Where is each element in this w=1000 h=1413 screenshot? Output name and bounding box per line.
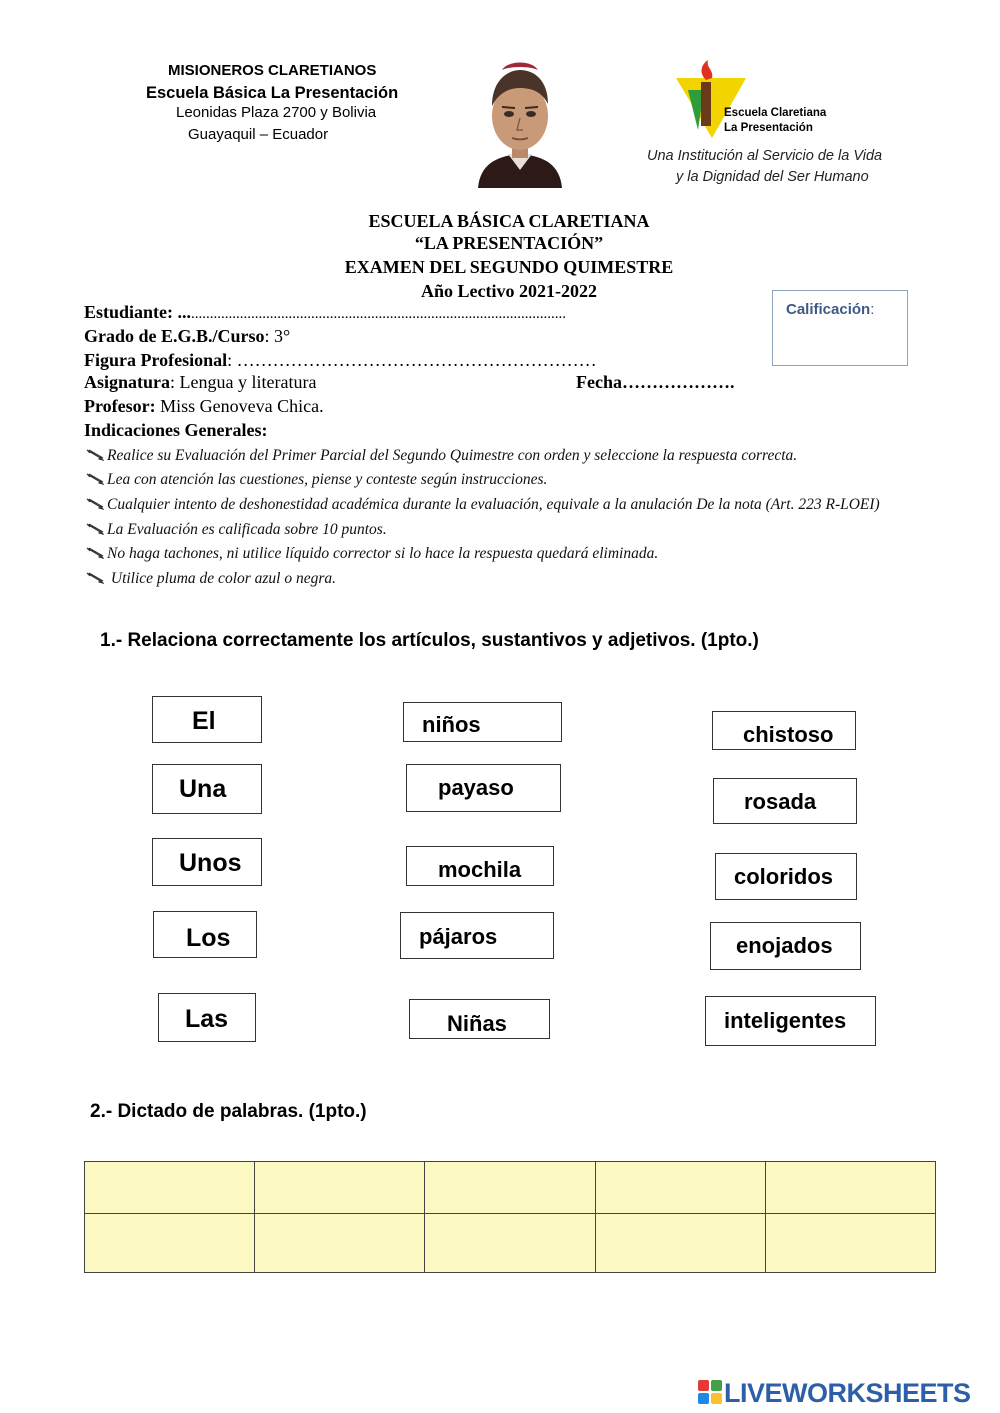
instruction-text: Utilice pluma de color azul o negra. xyxy=(107,570,337,587)
article-box[interactable] xyxy=(158,993,256,1042)
pencil-icon xyxy=(86,449,104,461)
pencil-icon xyxy=(86,523,104,535)
instruction-item xyxy=(86,570,336,588)
student-label: Estudiante: ... xyxy=(84,302,192,322)
instruction-text: Cualquier intento de deshonestidad académica durante la evaluación, equivale a la anulación De la nota (Art. 223 R-LOEI) xyxy=(107,496,880,513)
grade-line xyxy=(84,326,290,347)
noun-word: Niñas xyxy=(447,1011,507,1036)
profile-line xyxy=(84,350,597,371)
motto-line2: y la Dignidad del Ser Humano xyxy=(676,169,869,185)
subject-value: : Lengua y literatura xyxy=(170,372,317,392)
adjective-box[interactable] xyxy=(715,853,857,900)
title-presentation: “LA PRESENTACIÓN” xyxy=(414,233,604,253)
dictation-cell[interactable] xyxy=(255,1162,425,1214)
noun-box[interactable] xyxy=(406,764,561,812)
general-instructions-heading xyxy=(84,420,267,441)
subject-line xyxy=(84,372,316,393)
adjective-box[interactable] xyxy=(713,778,857,824)
date-field[interactable]: Fecha………………. xyxy=(576,372,735,392)
profile-field[interactable]: : …………………………………………………… xyxy=(227,350,597,370)
score-box[interactable] xyxy=(772,290,908,366)
teacher-value: Miss Genoveva Chica. xyxy=(155,396,324,416)
school-name: Escuela Básica La Presentación xyxy=(146,84,399,102)
instruction-text: Realice su Evaluación del Primer Parcial del Segundo Quimestre con orden y seleccione la respuesta correcta. xyxy=(107,447,798,464)
question-1-prompt: 1.- Relaciona correctamente los artículos, sustantivos y adjetivos. (1pto.) xyxy=(100,630,759,651)
score-colon: : xyxy=(870,301,875,318)
dictation-table xyxy=(84,1161,936,1273)
noun-box[interactable] xyxy=(403,702,562,742)
pencil-icon xyxy=(86,547,104,559)
institution-name: MISIONEROS CLARETIANOS xyxy=(168,62,377,79)
student-line xyxy=(84,302,566,323)
grade-label: Grado de E.G.B./Curso xyxy=(84,326,265,346)
dictation-cell[interactable] xyxy=(255,1214,425,1273)
instruction-item xyxy=(86,496,880,514)
title-school: ESCUELA BÁSICA CLARETIANA xyxy=(368,211,650,231)
instruction-item xyxy=(86,545,658,563)
noun-box[interactable] xyxy=(406,846,554,886)
logo-text-line2: La Presentación xyxy=(724,122,813,134)
teacher-label: Profesor: xyxy=(84,396,156,416)
profile-label: Figura Profesional xyxy=(84,350,228,370)
school-city: Guayaquil – Ecuador xyxy=(188,126,329,143)
liveworksheets-logo-icon xyxy=(698,1380,722,1404)
brand-text: LIVEWORKSHEETS xyxy=(724,1378,971,1408)
title-exam: EXAMEN DEL SEGUNDO QUIMESTRE xyxy=(344,257,674,277)
question-2-prompt: 2.- Dictado de palabras. (1pto.) xyxy=(90,1101,367,1122)
article-word: Los xyxy=(186,924,231,952)
general-instructions-label: Indicaciones Generales: xyxy=(84,420,268,440)
noun-box[interactable] xyxy=(400,912,554,959)
instruction-item xyxy=(86,471,547,489)
logo-text-line1: Escuela Claretiana xyxy=(724,107,827,119)
noun-word: mochila xyxy=(438,857,522,882)
dictation-cell[interactable] xyxy=(765,1162,935,1214)
founder-portrait xyxy=(468,58,572,188)
dictation-cell[interactable] xyxy=(595,1162,765,1214)
teacher-line xyxy=(84,396,324,417)
title-school-year: Año Lectivo 2021-2022 xyxy=(421,281,597,301)
article-word: Unos xyxy=(179,849,242,877)
dictation-cell[interactable] xyxy=(425,1214,595,1273)
article-word: Una xyxy=(179,775,227,803)
noun-box[interactable] xyxy=(409,999,550,1039)
instruction-text: Lea con atención las cuestiones, piense y conteste según instrucciones. xyxy=(107,471,548,488)
dictation-cell[interactable] xyxy=(765,1214,935,1273)
article-box[interactable] xyxy=(152,696,262,743)
dictation-cell[interactable] xyxy=(425,1162,595,1214)
article-box[interactable] xyxy=(152,838,262,886)
adjective-word: inteligentes xyxy=(724,1008,847,1033)
score-label: Calificación xyxy=(786,301,871,318)
instruction-text: La Evaluación es calificada sobre 10 puntos. xyxy=(107,521,387,538)
school-address: Leonidas Plaza 2700 y Bolivia xyxy=(176,104,377,121)
pencil-icon xyxy=(86,572,104,584)
noun-word: niños xyxy=(422,712,481,737)
dictation-cell[interactable] xyxy=(85,1162,255,1214)
adjective-box[interactable] xyxy=(712,711,856,750)
article-box[interactable] xyxy=(153,911,257,958)
article-box[interactable] xyxy=(152,764,262,814)
liveworksheets-brand[interactable] xyxy=(698,1378,971,1408)
instruction-item xyxy=(86,447,797,465)
pencil-icon xyxy=(86,498,104,510)
score-label-wrap xyxy=(786,301,874,318)
pencil-icon xyxy=(86,473,104,485)
grade-value: : 3° xyxy=(264,326,291,346)
noun-word: pájaros xyxy=(419,924,498,949)
article-word: Las xyxy=(185,1005,229,1033)
adjective-word: enojados xyxy=(736,933,833,958)
adjective-word: rosada xyxy=(744,789,817,814)
adjective-box[interactable] xyxy=(710,922,861,970)
motto-line1: Una Institución al Servicio de la Vida xyxy=(647,148,883,164)
instruction-item xyxy=(86,521,387,539)
subject-label: Asignatura xyxy=(84,372,171,392)
article-word: El xyxy=(192,707,216,735)
adjective-box[interactable] xyxy=(705,996,876,1046)
adjective-word: coloridos xyxy=(734,864,834,889)
student-name-field[interactable]: .................................................................................................... xyxy=(191,306,567,322)
instruction-text: No haga tachones, ni utilice líquido corrector si lo hace la respuesta quedará eliminada. xyxy=(107,545,659,562)
noun-word: payaso xyxy=(438,775,514,800)
adjective-word: chistoso xyxy=(743,722,834,747)
dictation-cell[interactable] xyxy=(85,1214,255,1273)
dictation-cell[interactable] xyxy=(595,1214,765,1273)
